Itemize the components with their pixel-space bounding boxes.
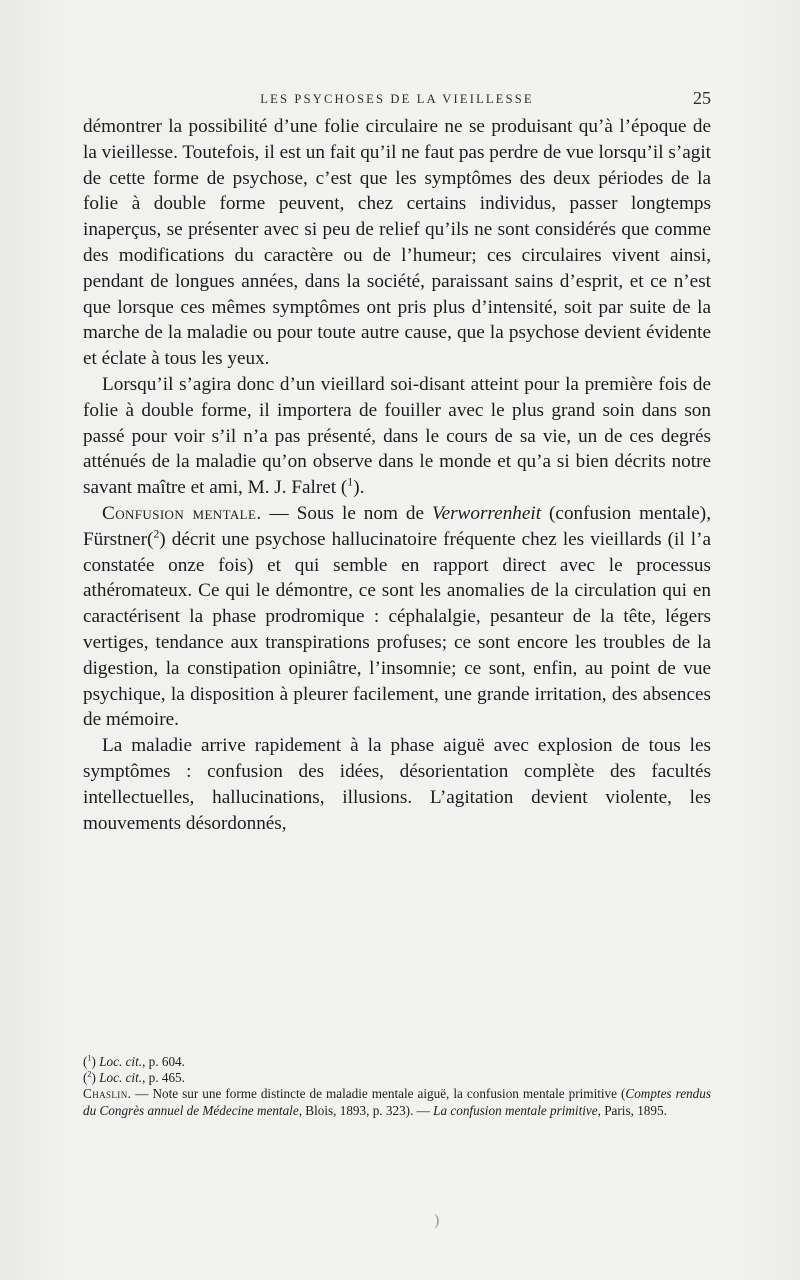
paragraph-3-text-2: ) décrit une psychose hallucinatoire fréquente chez les vieillards (il l’a constatée onze fois) et qui semble en rapport direct avec le processus athéromateux. Ce qui le démontre, ce sont les anomalies de la circulation qui en caractérisent la phase prodromique : céphalalgie, pesanteur de la tête, légers vertiges, tendance aux transpirations profuses; ce sont encore les troubles de la digestion, la constipation opiniâtre, l’insomnie; ce sont, enfin, au point de vue psychique, la disposition à pleurer facilement, une grande irritation, des absences de mémoire. <box>83 528 711 731</box>
footnote-2: ($^2$) Loc. cit., p. 465. <box>83 1069 185 1086</box>
paragraph-2-text: Lorsqu’il s’agira donc d’un vieillard soi-disant atteint pour la première fois de folie à double forme, il importera de fouiller avec le plus grand soin dans son passé pour voir s’il n’a pas présenté, dans le cours de sa vie, un de ces degrés atténués de la maladie qu’on observe dans le monde et qu’a si bien décrits notre savant maître et ami, M. J. Falret ( <box>83 373 711 499</box>
footnote-2-ref: Loc. cit. <box>99 1070 143 1086</box>
main-text <box>83 114 711 836</box>
page-number: 25 <box>693 88 711 108</box>
footnote-1-ref: Loc. cit. <box>99 1054 143 1069</box>
footnote-2-number: 2 <box>87 1069 92 1079</box>
footnote-ref-1: 1 <box>347 474 354 489</box>
footnote-3-title-2: La confusion mentale primitive <box>433 1102 598 1118</box>
footnote-1-page: , p. 604. <box>142 1054 185 1069</box>
footnote-2-page: , p. 465. <box>142 1070 185 1086</box>
paragraph-2-end: ). <box>353 477 365 499</box>
paragraph-3-text-1: (confusion mentale), Fürstner( <box>83 502 711 550</box>
section-heading: Confusion mentale. <box>102 502 262 524</box>
footnote-1: ($^1$) Loc. cit., p. 604. <box>83 1053 185 1069</box>
german-term: Verworrenheit <box>431 502 542 524</box>
paragraph-4: La maladie arrive rapidement à la phase aiguë avec explosion de tous les symptômes : confusion des idées, désorientation complète des facultés intellectuelles, hallucinations, illusions. L’agitation devient violente, les mouvements désordonnés, <box>83 735 711 834</box>
footnote-3-text-2: , Blois, 1893, p. 323). — <box>298 1102 434 1118</box>
footnote-3-title-1: Comptes rendus du Congrès annuel de Médecine mentale <box>83 1086 711 1118</box>
footnote-3 <box>83 1086 711 1118</box>
footnote-3-author: Chaslin. <box>83 1086 132 1102</box>
page-header <box>83 88 711 112</box>
footnote-3-text-1: — Note sur une forme distincte de maladie mentale aiguë, la confusion mentale primitive ( <box>131 1086 626 1102</box>
footnote-1-number: 1 <box>87 1053 92 1063</box>
paragraph-1: démontrer la possibilité d’une folie circulaire ne se produisant qu’à l’époque de la vieillesse. Toutefois, il est un fait qu’il ne faut pas perdre de vue lorsqu’il s’agit de cette forme de psychose, c’est que les symptômes des deux périodes de la folie à double forme peuvent, chez certains individus, passer longtemps inaperçus, se présenter avec si peu de relief qu’ils ne sont considérés que comme des modifications du caractère ou de l’humeur; ces circulaires vivent ainsi, pendant de longues années, dans la société, paraissant sains d’esprit, et ce n’est que lorsque ces mêmes symptômes ont pris plus d’intensité, soit par suite de la marche de la maladie ou pour toute autre cause, que la psychose devient évidente et éclate à tous les yeux. <box>83 116 711 370</box>
stray-mark: ) <box>434 1212 440 1229</box>
paragraph-2 <box>83 372 711 501</box>
running-title: LES PSYCHOSES DE LA VIEILLESSE <box>260 92 534 106</box>
footnotes <box>83 1054 711 1119</box>
paragraph-3-dash: — Sous le nom de <box>261 502 432 524</box>
paragraph-3 <box>83 501 711 733</box>
footnote-ref-2: 2 <box>153 526 160 541</box>
footnote-3-text-3: , Paris, 1895. <box>597 1102 667 1118</box>
